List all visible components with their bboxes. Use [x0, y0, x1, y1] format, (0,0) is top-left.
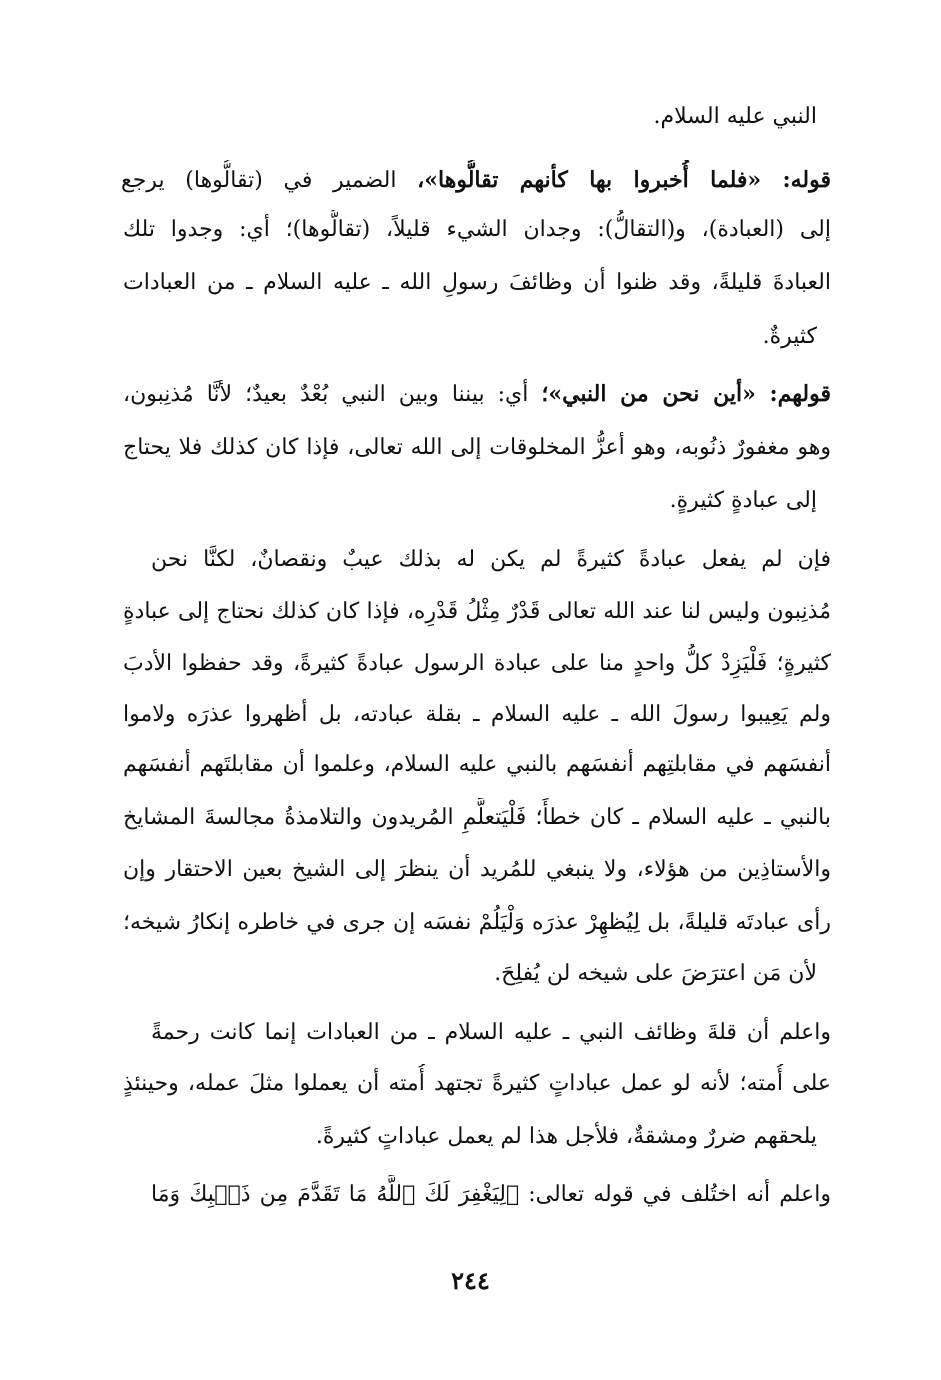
text-line	[151, 1013, 831, 1053]
line-text: وهو مغفورٌ ذنُوبه، وهو أعزُّ المخلوقات إلى الله تعالى، فإذا كان كذلك فلا يحتاج	[123, 435, 831, 460]
text-line	[123, 592, 831, 632]
line-text: كثيرةٍ؛ فَلْيَزِدْ كلُّ واحدٍ منا على عبادة الرسول عبادةً كثيرةً، وقد حفظوا الأدبَ	[123, 651, 831, 676]
text-line	[123, 798, 831, 838]
line-text: العبادةَ قليلةً، وقد ظنوا أن وظائفَ رسولِ الله ـ عليه السلام ـ من العبادات	[123, 270, 831, 295]
line-text: أي: بيننا وبين النبي بُعْدٌ بعيدٌ؛ لأنَّا مُذنِبون،	[123, 382, 542, 407]
text-line	[123, 428, 831, 468]
line-text: بالنبي ـ عليه السلام ـ كان خطأً؛ فَلْيَتعلَّمِ المُريدون والتلامذةُ مجالسةَ المشايخ	[123, 805, 831, 830]
line-text: فإن لم يفعل عبادةً كثيرةً لم يكن له بذلك عيبٌ ونقصانٌ، لكنَّا نحن	[151, 547, 831, 572]
line-text: على أُمته؛ لأنه لو عمل عباداتٍ كثيرةً تجتهد أُمته أن يعملوا مثلَ عمله، وحينئذٍ	[123, 1071, 831, 1096]
text-line	[123, 850, 831, 890]
quoted-phrase: قولهم: «أين نحن من النبي»؛	[541, 381, 831, 407]
text-line	[151, 540, 831, 580]
text-line	[121, 160, 831, 200]
text-line	[151, 1175, 831, 1215]
text-line	[123, 903, 831, 943]
page-number: ٢٤٤	[451, 1266, 490, 1295]
line-text: الضمير في (تقالُّوها) يرجع	[121, 168, 418, 193]
text-line	[107, 1117, 817, 1157]
text-line	[123, 374, 831, 414]
text-line	[107, 954, 817, 994]
line-text: أنفسَهم في مقابلتِهم أنفسَهم بالنبي عليه السلام، وعلموا أن مقابلتَهم أنفسَهم	[123, 752, 831, 777]
line-text: كثيرةٌ.	[762, 324, 817, 349]
text-line	[123, 263, 831, 303]
text-line	[123, 644, 831, 684]
text-line	[107, 97, 817, 137]
text-line	[107, 481, 817, 521]
line-text: واعلم أنه اختُلف في قوله تعالى: ﴿لِيَغْفِرَ لَكَ ٱللَّهُ مَا تَقَدَّمَ مِن ذَنۢبِكَ وَمَا	[151, 1182, 831, 1207]
line-text: لأن مَن اعترَضَ على شيخه لن يُفلِحَ.	[494, 961, 817, 986]
line-text: مُذنِبون وليس لنا عند الله تعالى قَدْرٌ مِثْلُ قَدْرِه، فإذا كان كذلك نحتاج إلى عبادةٍ	[123, 599, 831, 624]
text-line	[123, 1064, 831, 1104]
line-text: ولم يَعِيبوا رسولَ الله ـ عليه السلام ـ بقلة عبادته، بل أظهروا عذرَه ولاموا	[123, 702, 831, 727]
line-text: رأى عبادتَه قليلةً، بل لِيُظهِرْ عذرَه وَلْيَلُمْ نفسَه إن جرى في خاطره إنكارُ شيخه؛	[123, 910, 831, 935]
line-text: واعلم أن قلةَ وظائف النبي ـ عليه السلام ـ من العبادات إنما كانت رحمةً	[151, 1020, 831, 1045]
line-text: يلحقهم ضررٌ ومشقةٌ، فلأجل هذا لم يعمل عباداتٍ كثيرةً.	[315, 1124, 817, 1149]
text-line	[123, 745, 831, 785]
text-line	[107, 317, 817, 357]
line-text: إلى عبادةٍ كثيرةٍ.	[669, 488, 817, 513]
quoted-phrase: قوله: «فلما أُخبروا بها كأنهم تقالُّوها»،	[417, 167, 831, 193]
text-line	[123, 210, 831, 250]
line-text: النبي عليه السلام.	[653, 104, 817, 129]
text-line	[123, 695, 831, 735]
line-text: إلى (العبادة)، و(التقالُّ): وجدان الشيء قليلاً، (تقالُّوها)؛ أي: وجدوا تلك	[123, 217, 831, 242]
line-text: والأستاذِين من هؤلاء، ولا ينبغي للمُريد أن ينظرَ إلى الشيخ بعين الاحتقار وإن	[123, 857, 831, 882]
